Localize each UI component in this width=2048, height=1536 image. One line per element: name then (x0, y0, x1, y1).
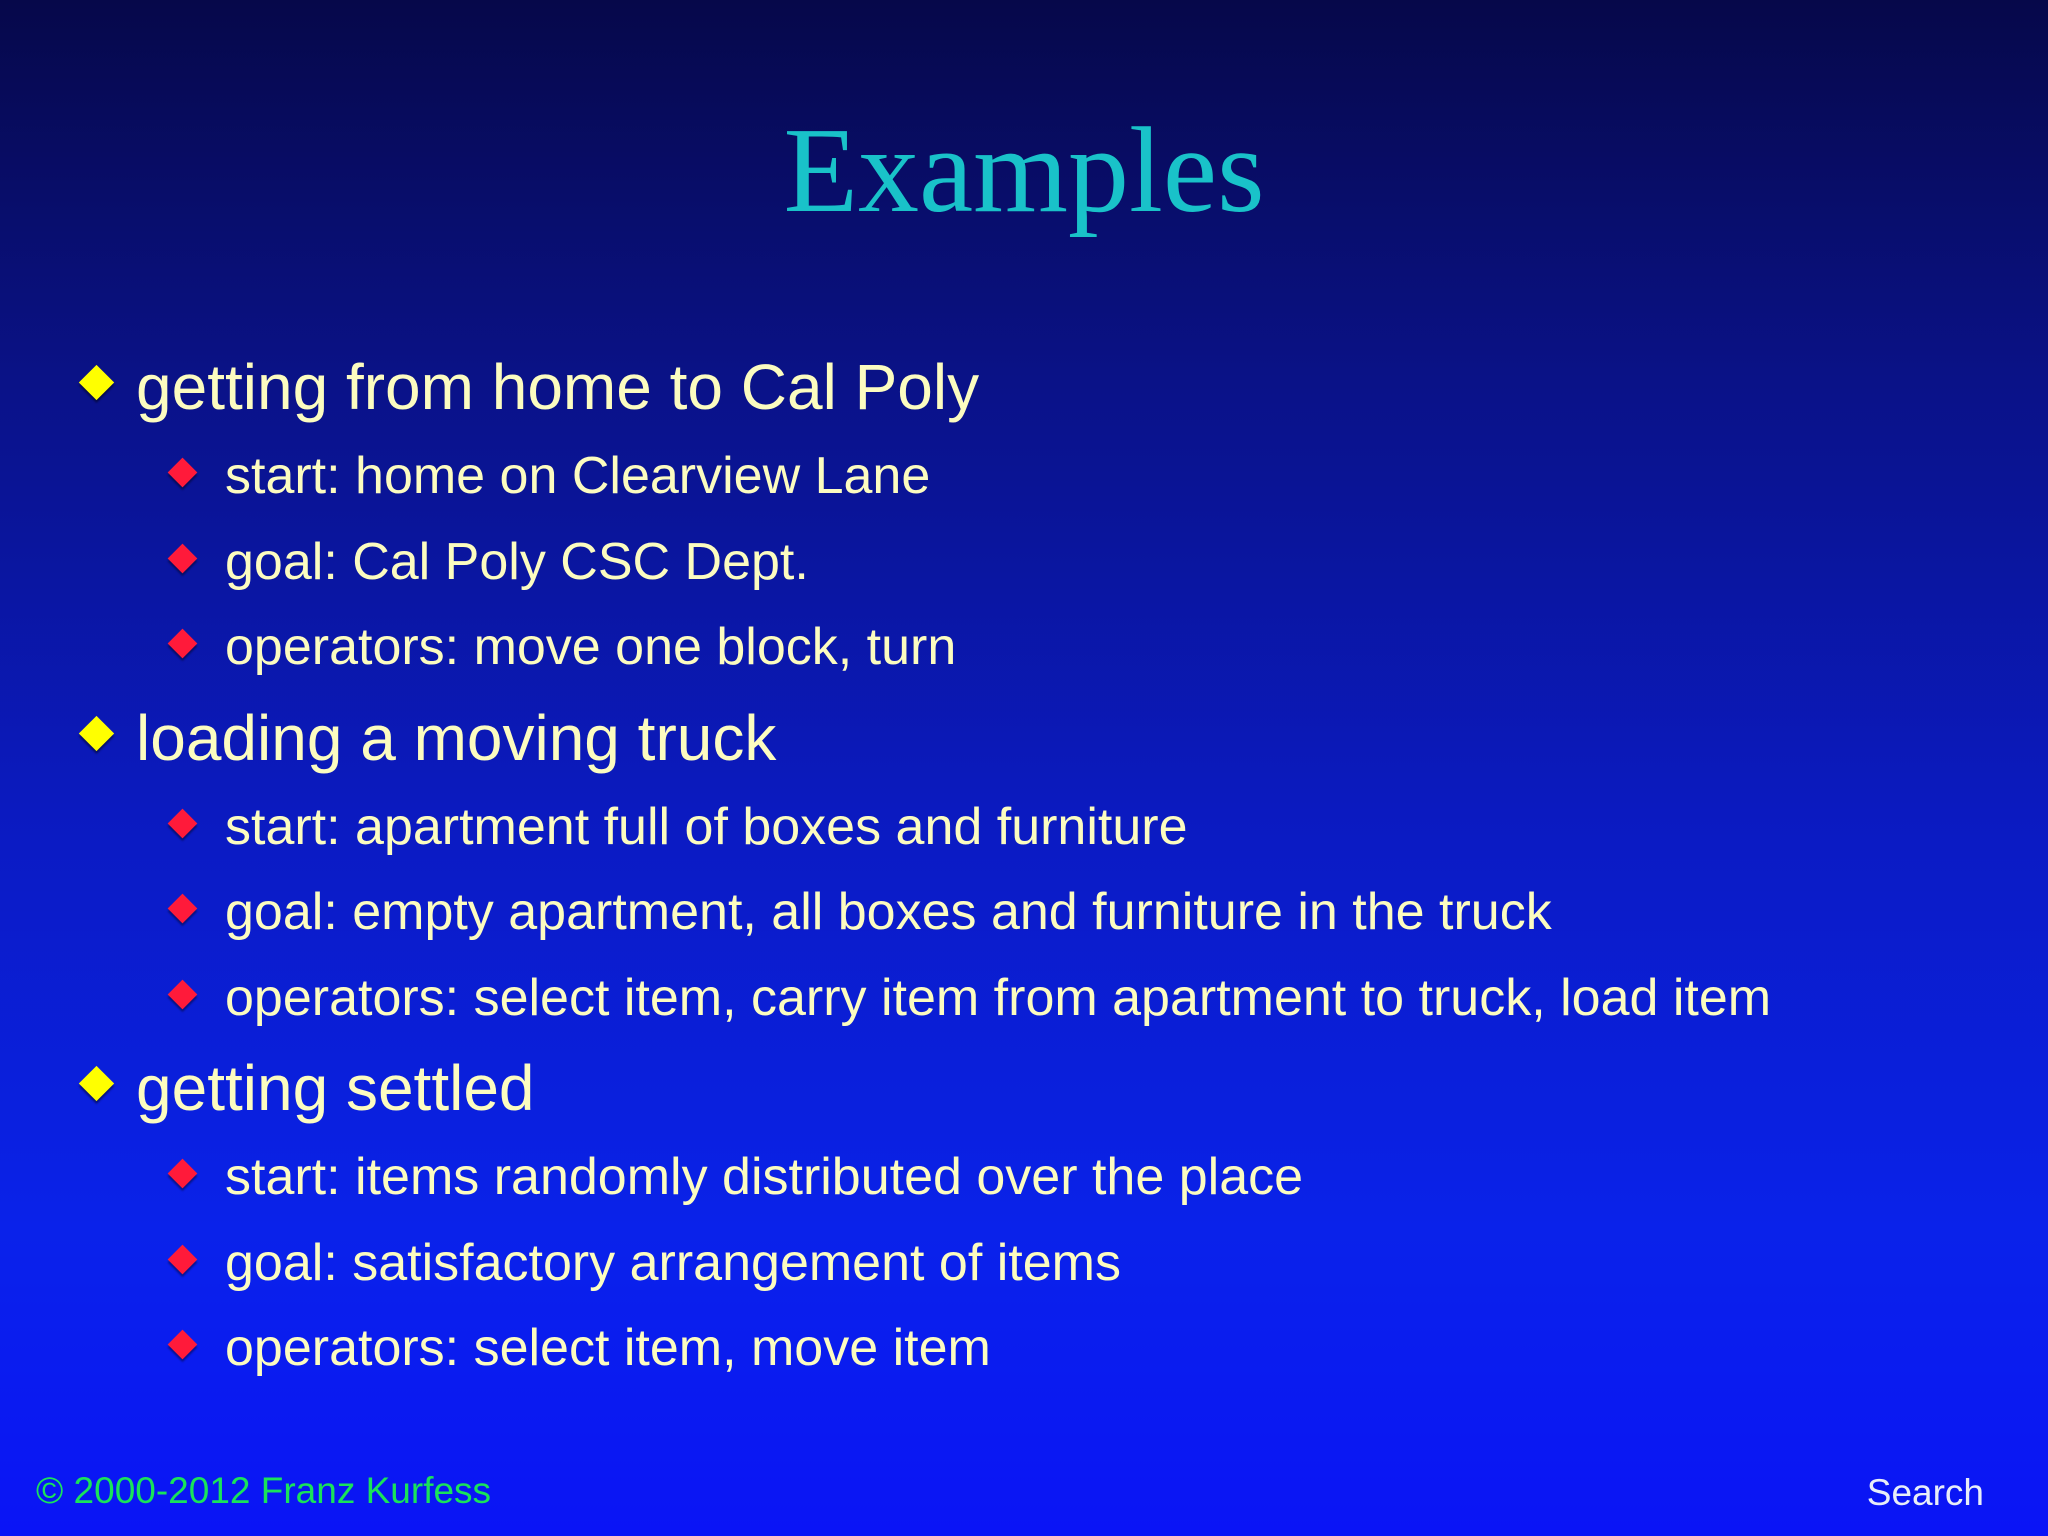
bullet-list (0, 340, 2048, 1392)
bullet-text: start: apartment full of boxes and furniture (225, 797, 1188, 856)
red-diamond-bullet-icon (168, 808, 198, 838)
red-diamond-bullet-icon (168, 458, 198, 488)
bullet-item-level2 (0, 520, 2048, 606)
bullet-text: operators: select item, carry item from apartment to truck, load item (225, 968, 1772, 1027)
slide-title: Examples (783, 103, 1265, 238)
bullet-item-level2 (0, 1221, 2048, 1307)
bullet-text: start: home on Clearview Lane (225, 447, 931, 505)
red-diamond-bullet-icon (168, 1159, 198, 1189)
bullet-item-level2 (0, 1135, 2048, 1221)
bullet-item-level1 (0, 691, 2048, 785)
copyright-notice: © 2000-2012 Franz Kurfess (36, 1470, 492, 1511)
red-diamond-bullet-icon (168, 1244, 198, 1274)
bullet-text: operators: move one block, turn (225, 618, 957, 676)
bullet-item-level2 (0, 956, 2048, 1042)
bullet-text: start: items randomly distributed over the place (225, 1148, 1304, 1206)
bullet-item-level2 (0, 1306, 2048, 1392)
red-diamond-bullet-icon (168, 894, 198, 924)
bullet-text: goal: satisfactory arrangement of items (225, 1233, 1121, 1292)
red-diamond-bullet-icon (168, 1330, 198, 1360)
bullet-item-level2 (0, 785, 2048, 871)
red-diamond-bullet-icon (168, 979, 198, 1009)
bullet-item-level1 (0, 340, 2048, 434)
yellow-diamond-bullet-icon (79, 715, 114, 750)
bullet-item-level2 (0, 434, 2048, 520)
bullet-text: getting from home to Cal Poly (136, 351, 980, 423)
bullet-text: getting settled (136, 1052, 535, 1124)
slide-topic-label: Search (1866, 1472, 1984, 1513)
bullet-item-level2 (0, 870, 2048, 956)
red-diamond-bullet-icon (168, 543, 198, 573)
red-diamond-bullet-icon (168, 629, 198, 659)
bullet-item-level2 (0, 605, 2048, 691)
bullet-text: goal: Cal Poly CSC Dept. (225, 532, 809, 591)
bullet-text: loading a moving truck (136, 701, 777, 774)
bullet-text: operators: select item, move item (225, 1319, 991, 1377)
bullet-item-level1 (0, 1041, 2048, 1135)
yellow-diamond-bullet-icon (79, 1066, 114, 1101)
yellow-diamond-bullet-icon (79, 365, 114, 400)
bullet-text: goal: empty apartment, all boxes and furniture in the truck (225, 883, 1552, 941)
